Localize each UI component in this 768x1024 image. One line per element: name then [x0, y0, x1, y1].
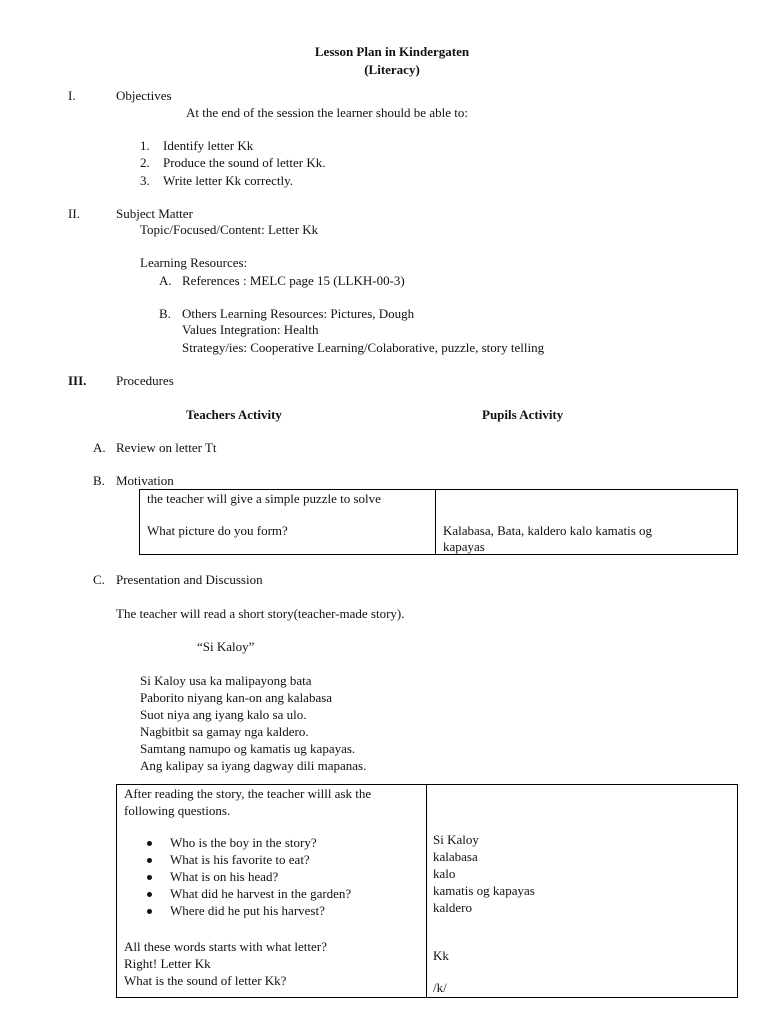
answer-item: kalo	[433, 866, 456, 881]
bullet-icon	[147, 858, 152, 863]
question-item: What did he harvest in the garden?	[170, 886, 352, 901]
reference-a-text: References : MELC page 15 (LLKH-00-3)	[182, 273, 405, 288]
section-2-heading: Subject Matter	[116, 206, 193, 221]
table-divider	[435, 490, 436, 554]
values-integration: Values Integration: Health	[182, 322, 319, 337]
objective-item: Produce the sound of letter Kk.	[163, 155, 326, 170]
question-item: What is on his head?	[170, 869, 279, 884]
objective-item: Write letter Kk correctly.	[163, 173, 294, 188]
motivation-teacher-line1: the teacher will give a simple puzzle to solve	[147, 491, 381, 506]
answer-letter: Kk	[433, 948, 449, 963]
part-b-text: Motivation	[116, 473, 174, 488]
learning-resources-label: Learning Resources:	[140, 255, 248, 270]
answer-item: kamatis og kapayas	[433, 883, 535, 898]
question-letter: All these words starts with what letter?	[124, 939, 327, 954]
question-item: What is his favorite to eat?	[170, 852, 310, 867]
story-line: Samtang namupo og kamatis ug kapayas.	[140, 741, 356, 756]
question-sound: What is the sound of letter Kk?	[124, 973, 287, 988]
reference-a-letter: A.	[159, 273, 172, 288]
confirm-letter: Right! Letter Kk	[124, 956, 211, 971]
subject-topic: Topic/Focused/Content: Letter Kk	[140, 222, 319, 237]
story-line: Paborito niyang kan-on ang kalabasa	[140, 690, 333, 705]
pupils-activity-header: Pupils Activity	[482, 407, 564, 422]
section-1-heading: Objectives	[116, 88, 172, 103]
bullet-icon	[147, 841, 152, 846]
bullet-icon	[147, 875, 152, 880]
reference-b-letter: B.	[159, 306, 171, 321]
objective-item: Identify letter Kk	[163, 138, 254, 153]
objective-num: 2.	[140, 155, 150, 170]
objectives-intro: At the end of the session the learner should be able to:	[186, 105, 468, 120]
section-2-numeral: II.	[68, 206, 80, 221]
motivation-teacher-line2: What picture do you form?	[147, 523, 288, 538]
discussion-table	[116, 784, 738, 998]
story-line: Si Kaloy usa ka malipayong bata	[140, 673, 312, 688]
discussion-intro-line1: After reading the story, the teacher willl ask the	[124, 786, 372, 801]
part-c-letter: C.	[93, 572, 105, 587]
story-title: “Si Kaloy”	[197, 639, 255, 654]
question-item: Where did he put his harvest?	[170, 903, 325, 918]
motivation-pupil-line2: kapayas	[443, 539, 485, 554]
teachers-activity-header: Teachers Activity	[186, 407, 282, 422]
story-intro: The teacher will read a short story(teacher-made story).	[116, 606, 405, 621]
strategies: Strategy/ies: Cooperative Learning/Colaborative, puzzle, story telling	[182, 340, 545, 355]
answer-item: kaldero	[433, 900, 472, 915]
table-divider	[426, 785, 427, 997]
question-item: Who is the boy in the story?	[170, 835, 317, 850]
objective-num: 3.	[140, 173, 150, 188]
section-1-numeral: I.	[68, 88, 76, 103]
motivation-pupil-line1: Kalabasa, Bata, kaldero kalo kamatis og	[443, 523, 653, 538]
part-c-text: Presentation and Discussion	[116, 572, 263, 587]
motivation-table	[139, 489, 738, 555]
answer-sound: /k/	[433, 980, 447, 995]
part-a-text: Review on letter Tt	[116, 440, 217, 455]
part-b-letter: B.	[93, 473, 105, 488]
document-title: Lesson Plan in Kindergaten	[314, 44, 470, 59]
reference-b-text: Others Learning Resources: Pictures, Dough	[182, 306, 415, 321]
bullet-icon	[147, 892, 152, 897]
story-line: Suot niya ang iyang kalo sa ulo.	[140, 707, 307, 722]
answer-item: kalabasa	[433, 849, 478, 864]
section-3-heading: Procedures	[116, 373, 174, 388]
answer-item: Si Kaloy	[433, 832, 479, 847]
objective-num: 1.	[140, 138, 150, 153]
story-line: Nagbitbit sa gamay nga kaldero.	[140, 724, 309, 739]
story-line: Ang kalipay sa iyang dagway dili mapanas.	[140, 758, 367, 773]
document-subtitle: (Literacy)	[364, 62, 420, 77]
bullet-icon	[147, 909, 152, 914]
section-3-numeral: III.	[68, 373, 87, 388]
part-a-letter: A.	[93, 440, 106, 455]
discussion-intro-line2: following questions.	[124, 803, 231, 818]
